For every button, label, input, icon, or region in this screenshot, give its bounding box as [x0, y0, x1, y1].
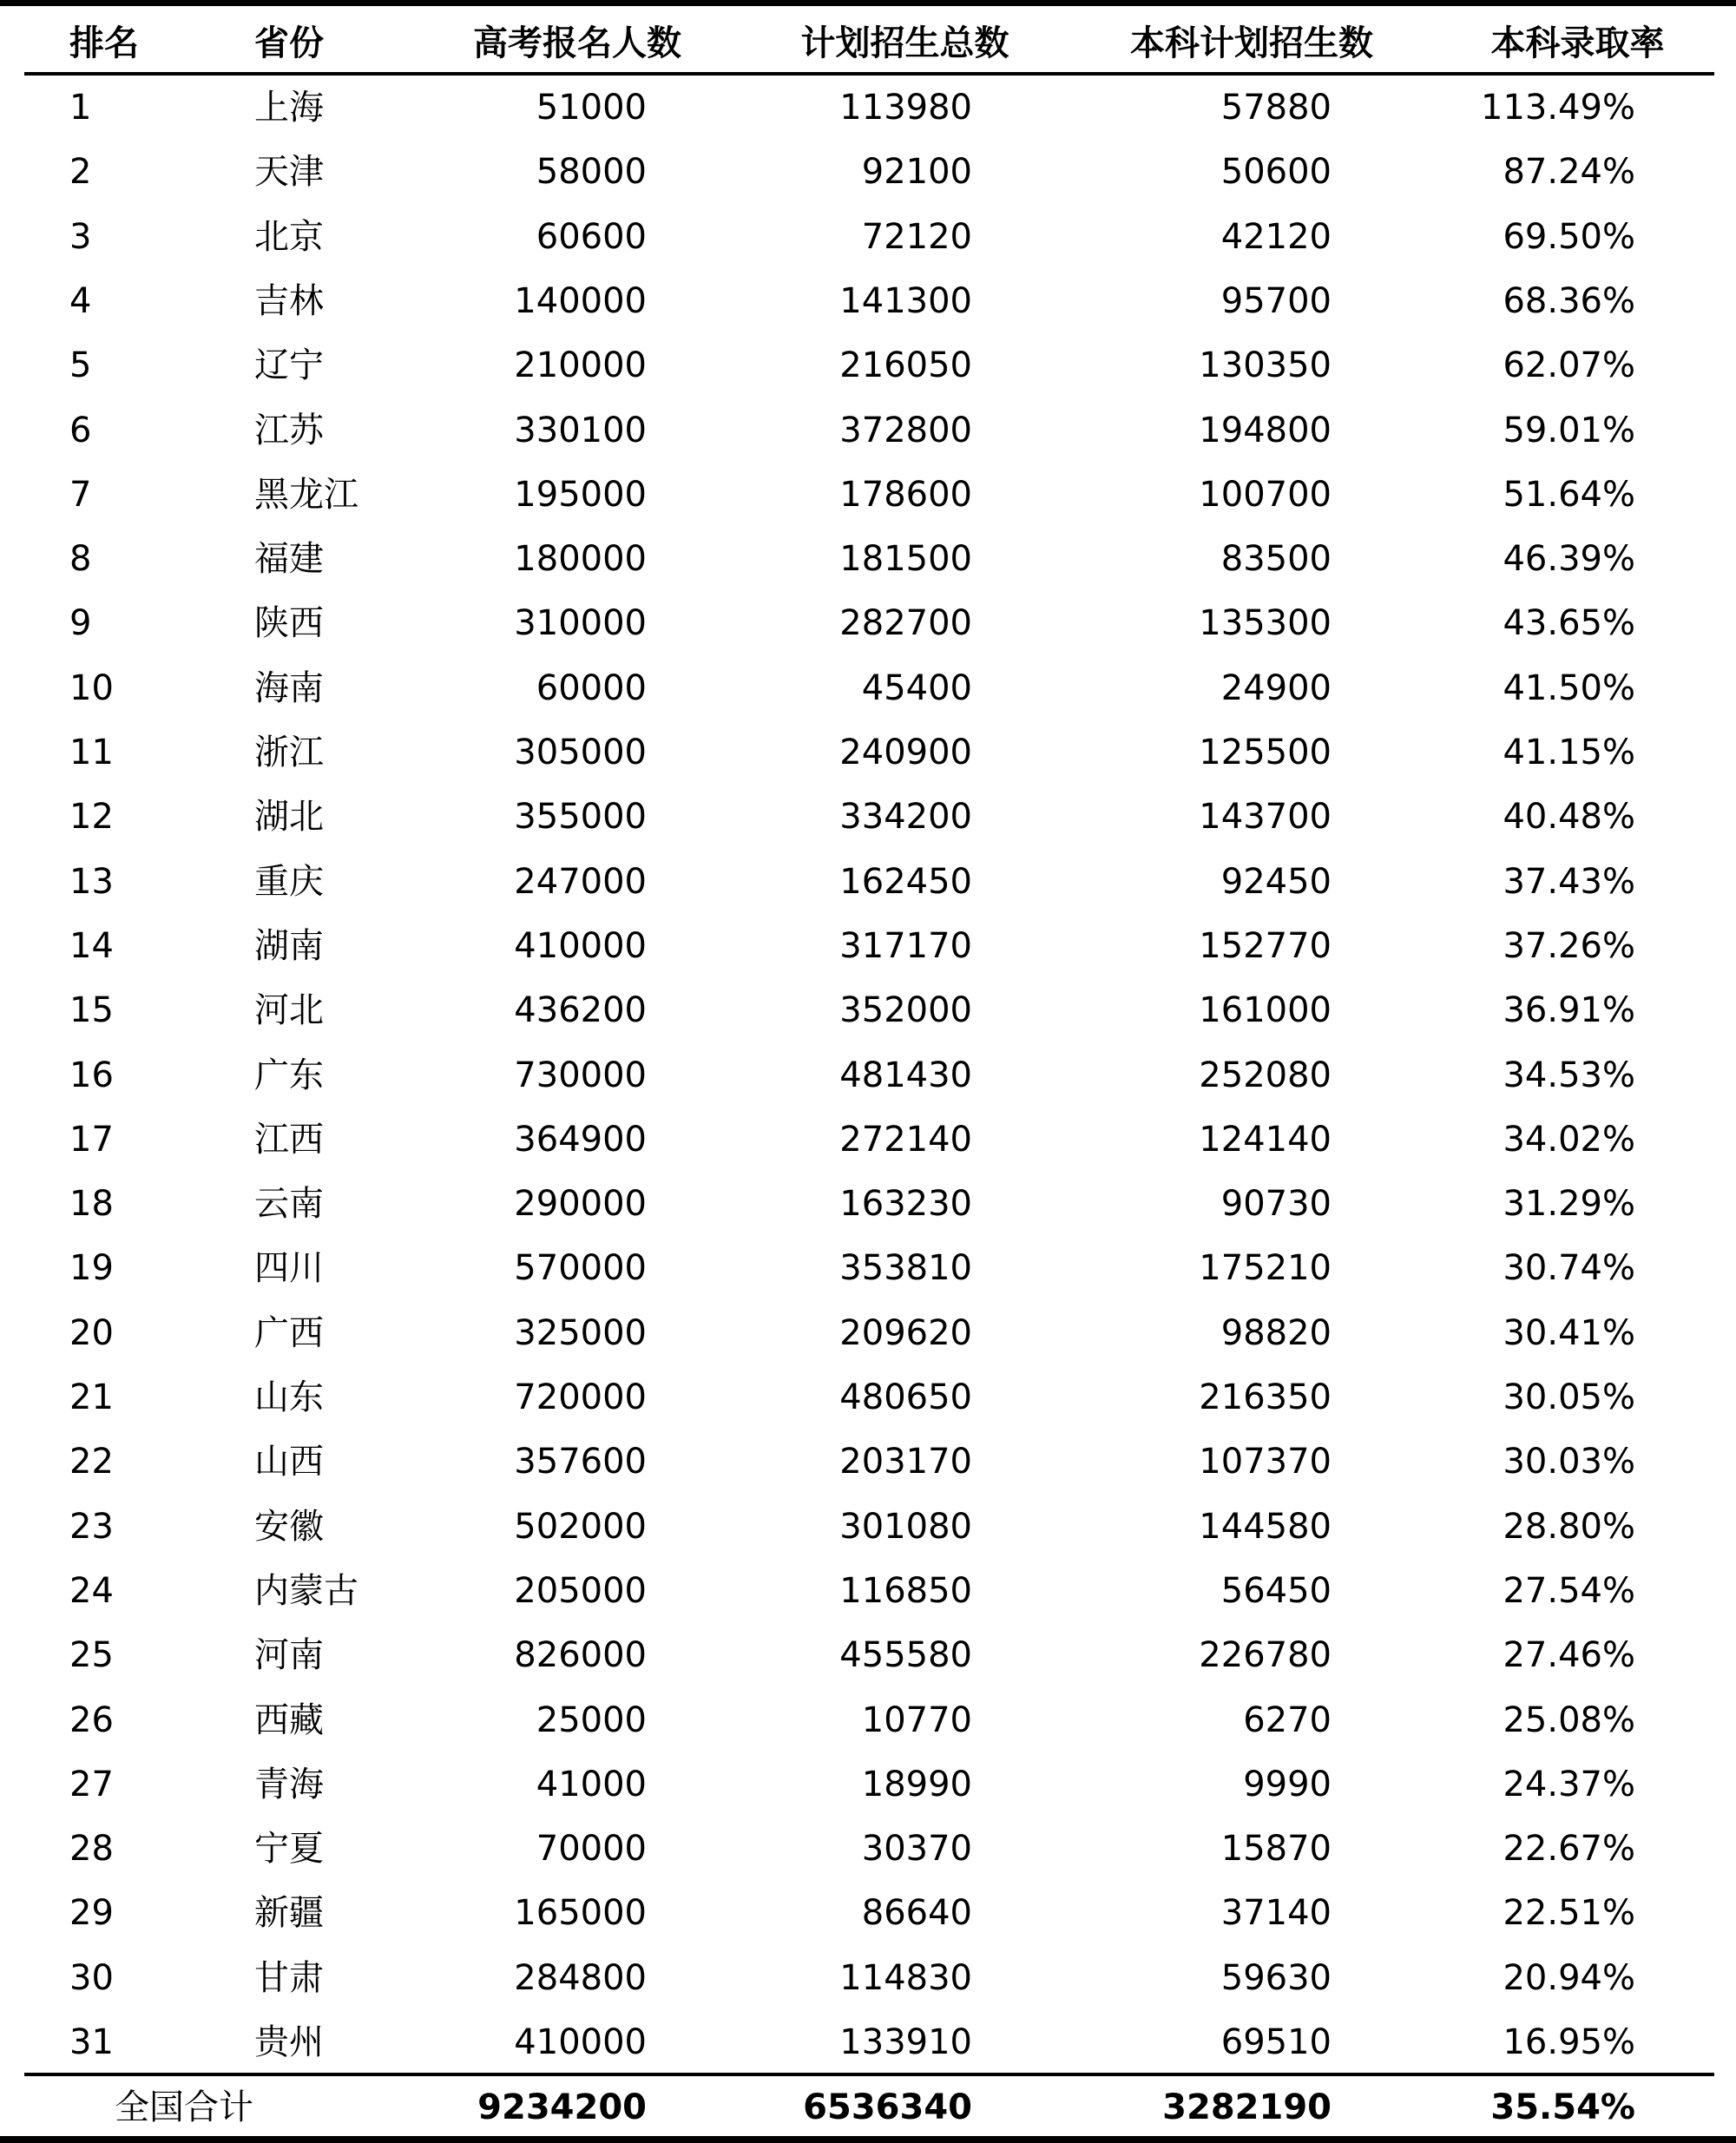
- registered-cell: 720000: [514, 1377, 647, 1417]
- undergrad-rate-cell: 59.01%: [1503, 410, 1635, 450]
- planned-total-cell: 372800: [839, 410, 972, 450]
- rank-cell: 12: [69, 797, 114, 838]
- table-row: [0, 1559, 1736, 1623]
- total-planned-total: 6536340: [803, 2087, 972, 2127]
- planned-undergrad-cell: 15870: [1220, 1829, 1332, 1870]
- registered-cell: 41000: [536, 1764, 647, 1804]
- planned-undergrad-cell: 6270: [1243, 1699, 1332, 1740]
- rank-cell: 26: [69, 1699, 114, 1740]
- planned-undergrad-cell: 144580: [1199, 1506, 1332, 1547]
- header-planned-undergrad: 本科计划招生数: [1130, 23, 1373, 63]
- header-province: 省份: [254, 23, 324, 63]
- planned-total-cell: 178600: [839, 474, 972, 515]
- planned-undergrad-cell: 143700: [1199, 797, 1332, 838]
- undergrad-rate-cell: 37.26%: [1503, 925, 1635, 966]
- registered-cell: 140000: [514, 280, 647, 321]
- rank-cell: 10: [69, 667, 114, 708]
- registered-cell: 51000: [536, 88, 647, 128]
- rank-cell: 24: [69, 1570, 114, 1611]
- undergrad-rate-cell: 30.03%: [1503, 1442, 1635, 1482]
- province-cell: 内蒙古: [254, 1570, 358, 1611]
- undergrad-rate-cell: 27.54%: [1503, 1570, 1635, 1611]
- rank-cell: 5: [69, 345, 92, 386]
- rank-cell: 27: [69, 1764, 114, 1804]
- registered-cell: 205000: [514, 1570, 647, 1611]
- undergrad-rate-cell: 16.95%: [1503, 2022, 1635, 2062]
- table-row: [0, 140, 1736, 204]
- undergrad-rate-cell: 40.48%: [1503, 797, 1635, 838]
- registered-cell: 195000: [514, 474, 647, 515]
- table-row: [0, 1688, 1736, 1752]
- rank-cell: 20: [69, 1312, 114, 1353]
- registered-cell: 210000: [514, 345, 647, 386]
- undergrad-rate-cell: 43.65%: [1503, 603, 1635, 644]
- table-row: [0, 76, 1736, 140]
- undergrad-rate-cell: 34.02%: [1503, 1119, 1635, 1160]
- province-cell: 贵州: [254, 2022, 324, 2062]
- table-header: [0, 11, 1736, 76]
- registered-cell: 60600: [536, 216, 647, 257]
- province-cell: 安徽: [254, 1506, 324, 1547]
- rank-cell: 6: [69, 410, 92, 450]
- planned-total-cell: 92100: [861, 152, 972, 193]
- undergrad-rate-cell: 22.67%: [1503, 1829, 1635, 1870]
- planned-total-cell: 480650: [839, 1377, 972, 1417]
- undergrad-rate-cell: 37.43%: [1503, 861, 1635, 902]
- undergrad-rate-cell: 30.05%: [1503, 1377, 1635, 1417]
- province-cell: 黑龙江: [254, 474, 358, 515]
- undergrad-rate-cell: 113.49%: [1481, 88, 1635, 128]
- total-label: 全国合计: [115, 2087, 253, 2127]
- registered-cell: 60000: [536, 667, 647, 708]
- province-cell: 浙江: [254, 733, 324, 772]
- province-cell: 江西: [254, 1119, 324, 1160]
- planned-total-cell: 116850: [839, 1570, 972, 1611]
- planned-total-cell: 216050: [839, 345, 972, 386]
- header-planned-total: 计划招生总数: [800, 23, 1009, 63]
- rank-cell: 7: [69, 474, 92, 515]
- planned-undergrad-cell: 42120: [1220, 216, 1332, 257]
- undergrad-rate-cell: 87.24%: [1503, 152, 1635, 193]
- table-row: [0, 720, 1736, 785]
- province-cell: 广西: [254, 1312, 324, 1353]
- rank-cell: 3: [69, 216, 92, 257]
- table-row: [0, 1946, 1736, 2010]
- table-row: [0, 2010, 1736, 2074]
- planned-total-cell: 317170: [839, 925, 972, 966]
- registered-cell: 180000: [514, 539, 647, 580]
- province-cell: 海南: [254, 667, 324, 708]
- planned-undergrad-cell: 50600: [1220, 152, 1332, 193]
- table-row: [0, 785, 1736, 849]
- province-cell: 辽宁: [254, 345, 324, 386]
- undergrad-rate-cell: 20.94%: [1503, 1957, 1635, 1998]
- planned-total-cell: 272140: [839, 1119, 972, 1160]
- province-cell: 云南: [254, 1184, 324, 1225]
- planned-total-cell: 240900: [839, 733, 972, 772]
- planned-total-cell: 18990: [861, 1764, 972, 1804]
- province-cell: 青海: [254, 1764, 324, 1804]
- total-undergrad-rate: 35.54%: [1490, 2087, 1635, 2127]
- registered-cell: 357600: [514, 1442, 647, 1482]
- planned-undergrad-cell: 9990: [1243, 1764, 1332, 1804]
- planned-total-cell: 30370: [861, 1829, 972, 1870]
- planned-total-cell: 334200: [839, 797, 972, 838]
- province-cell: 山西: [254, 1442, 324, 1482]
- province-cell: 山东: [254, 1377, 324, 1417]
- undergrad-rate-cell: 22.51%: [1503, 1893, 1635, 1934]
- rank-cell: 9: [69, 603, 92, 644]
- planned-total-cell: 203170: [839, 1442, 972, 1482]
- planned-undergrad-cell: 107370: [1199, 1442, 1332, 1482]
- rank-cell: 28: [69, 1829, 114, 1870]
- planned-undergrad-cell: 135300: [1199, 603, 1332, 644]
- planned-undergrad-cell: 92450: [1220, 861, 1332, 902]
- planned-total-cell: 209620: [839, 1312, 972, 1353]
- planned-total-cell: 353810: [839, 1248, 972, 1289]
- rank-cell: 13: [69, 861, 114, 902]
- table-row: [0, 1752, 1736, 1817]
- undergrad-rate-cell: 69.50%: [1503, 216, 1635, 257]
- province-cell: 上海: [254, 88, 324, 128]
- province-cell: 北京: [254, 216, 324, 257]
- table-row: [0, 1365, 1736, 1430]
- province-cell: 江苏: [254, 410, 324, 450]
- planned-total-cell: 163230: [839, 1184, 972, 1225]
- province-cell: 西藏: [254, 1699, 324, 1740]
- undergrad-rate-cell: 46.39%: [1503, 539, 1635, 580]
- rank-cell: 31: [69, 2022, 114, 2062]
- province-cell: 福建: [254, 539, 324, 580]
- registered-cell: 730000: [514, 1055, 647, 1095]
- rank-cell: 4: [69, 280, 92, 321]
- registered-cell: 410000: [514, 925, 647, 966]
- table-row: [0, 463, 1736, 527]
- rank-cell: 18: [69, 1184, 114, 1225]
- planned-undergrad-cell: 37140: [1220, 1893, 1332, 1934]
- province-cell: 湖南: [254, 925, 324, 966]
- registered-cell: 165000: [514, 1893, 647, 1934]
- planned-total-cell: 352000: [839, 990, 972, 1031]
- undergrad-rate-cell: 28.80%: [1503, 1506, 1635, 1547]
- planned-undergrad-cell: 57880: [1220, 88, 1332, 128]
- header-registered: 高考报名人数: [473, 23, 681, 63]
- province-cell: 新疆: [254, 1893, 324, 1934]
- registered-cell: 570000: [514, 1248, 647, 1289]
- undergrad-rate-cell: 36.91%: [1503, 990, 1635, 1031]
- planned-undergrad-cell: 124140: [1199, 1119, 1332, 1160]
- undergrad-rate-cell: 51.64%: [1503, 474, 1635, 515]
- registered-cell: 436200: [514, 990, 647, 1031]
- province-cell: 湖北: [254, 797, 324, 838]
- province-cell: 陕西: [254, 603, 324, 644]
- registered-cell: 364900: [514, 1119, 647, 1160]
- planned-undergrad-cell: 161000: [1199, 990, 1332, 1031]
- planned-undergrad-cell: 83500: [1220, 539, 1332, 580]
- registered-cell: 58000: [536, 152, 647, 193]
- planned-undergrad-cell: 175210: [1199, 1248, 1332, 1289]
- table-row: [0, 1623, 1736, 1687]
- total-registered: 9234200: [477, 2087, 647, 2127]
- table-row: [0, 1301, 1736, 1365]
- undergrad-rate-cell: 41.15%: [1503, 733, 1635, 772]
- planned-total-cell: 45400: [861, 667, 972, 708]
- registered-cell: 826000: [514, 1635, 647, 1676]
- total-planned-undergrad: 3282190: [1162, 2087, 1332, 2127]
- province-cell: 吉林: [254, 280, 324, 321]
- planned-undergrad-cell: 152770: [1199, 925, 1332, 966]
- registered-cell: 330100: [514, 410, 647, 450]
- planned-undergrad-cell: 56450: [1220, 1570, 1332, 1611]
- province-cell: 广东: [254, 1055, 324, 1095]
- rank-cell: 25: [69, 1635, 114, 1676]
- undergrad-rate-cell: 62.07%: [1503, 345, 1635, 386]
- rank-cell: 11: [69, 733, 114, 772]
- registered-cell: 284800: [514, 1957, 647, 1998]
- table-row: [0, 205, 1736, 269]
- province-cell: 宁夏: [254, 1829, 324, 1870]
- table-row: [0, 269, 1736, 333]
- undergrad-rate-cell: 68.36%: [1503, 280, 1635, 321]
- province-cell: 重庆: [254, 861, 324, 902]
- table-row: [0, 656, 1736, 720]
- planned-total-cell: 455580: [839, 1635, 972, 1676]
- registered-cell: 355000: [514, 797, 647, 838]
- province-cell: 天津: [254, 152, 324, 193]
- undergrad-rate-cell: 41.50%: [1503, 667, 1635, 708]
- planned-total-cell: 133910: [839, 2022, 972, 2062]
- rank-cell: 14: [69, 925, 114, 966]
- undergrad-rate-cell: 34.53%: [1503, 1055, 1635, 1095]
- planned-total-cell: 301080: [839, 1506, 972, 1547]
- table-row: [0, 850, 1736, 914]
- table-row: [0, 914, 1736, 978]
- table-row: [0, 978, 1736, 1042]
- table-row: [0, 1430, 1736, 1494]
- table-row: [0, 591, 1736, 655]
- table-row: [0, 1817, 1736, 1881]
- planned-undergrad-cell: 100700: [1199, 474, 1332, 515]
- rank-cell: 16: [69, 1055, 114, 1095]
- province-cell: 河南: [254, 1635, 324, 1676]
- planned-undergrad-cell: 252080: [1199, 1055, 1332, 1095]
- rank-cell: 17: [69, 1119, 114, 1160]
- bottom-border: [0, 2136, 1736, 2143]
- rank-cell: 30: [69, 1957, 114, 1998]
- rank-cell: 23: [69, 1506, 114, 1547]
- province-cell: 河北: [254, 990, 324, 1031]
- table-row: [0, 1043, 1736, 1108]
- planned-total-cell: 162450: [839, 861, 972, 902]
- table-row: [0, 333, 1736, 398]
- rank-cell: 19: [69, 1248, 114, 1289]
- province-cell: 甘肃: [254, 1957, 324, 1998]
- planned-total-cell: 481430: [839, 1055, 972, 1095]
- table-row: [0, 1172, 1736, 1236]
- registered-cell: 305000: [514, 733, 647, 772]
- table-row: [0, 1236, 1736, 1300]
- planned-undergrad-cell: 125500: [1199, 733, 1332, 772]
- rank-cell: 8: [69, 539, 92, 580]
- planned-undergrad-cell: 98820: [1220, 1312, 1332, 1353]
- table-row: [0, 398, 1736, 463]
- undergrad-rate-cell: 24.37%: [1503, 1764, 1635, 1804]
- undergrad-rate-cell: 30.41%: [1503, 1312, 1635, 1353]
- rank-cell: 29: [69, 1893, 114, 1934]
- undergrad-rate-cell: 27.46%: [1503, 1635, 1635, 1676]
- rank-cell: 1: [69, 88, 92, 128]
- rank-cell: 22: [69, 1442, 114, 1482]
- header-undergrad-rate: 本科录取率: [1490, 23, 1665, 63]
- registered-cell: 410000: [514, 2022, 647, 2062]
- top-border: [0, 0, 1736, 6]
- undergrad-rate-cell: 25.08%: [1503, 1699, 1635, 1740]
- rank-cell: 21: [69, 1377, 114, 1417]
- header-rank: 排名: [69, 23, 139, 63]
- registered-cell: 25000: [536, 1699, 647, 1740]
- rank-cell: 2: [69, 152, 92, 193]
- planned-undergrad-cell: 226780: [1199, 1635, 1332, 1676]
- planned-undergrad-cell: 90730: [1220, 1184, 1332, 1225]
- planned-total-cell: 181500: [839, 539, 972, 580]
- undergrad-rate-cell: 31.29%: [1503, 1184, 1635, 1225]
- registered-cell: 325000: [514, 1312, 647, 1353]
- planned-undergrad-cell: 69510: [1220, 2022, 1332, 2062]
- planned-undergrad-cell: 95700: [1220, 280, 1332, 321]
- registered-cell: 247000: [514, 861, 647, 902]
- undergrad-rate-cell: 30.74%: [1503, 1248, 1635, 1289]
- rank-cell: 15: [69, 990, 114, 1031]
- planned-total-cell: 114830: [839, 1957, 972, 1998]
- registered-cell: 310000: [514, 603, 647, 644]
- planned-total-cell: 282700: [839, 603, 972, 644]
- registered-cell: 70000: [536, 1829, 647, 1870]
- planned-undergrad-cell: 130350: [1199, 345, 1332, 386]
- table-row: [0, 1108, 1736, 1172]
- table-row: [0, 527, 1736, 591]
- planned-total-cell: 10770: [861, 1699, 972, 1740]
- table-row: [0, 1495, 1736, 1559]
- province-cell: 四川: [254, 1248, 324, 1289]
- total-row: [0, 2075, 1736, 2140]
- planned-total-cell: 72120: [861, 216, 972, 257]
- registered-cell: 290000: [514, 1184, 647, 1225]
- planned-undergrad-cell: 59630: [1220, 1957, 1332, 1998]
- planned-undergrad-cell: 24900: [1220, 667, 1332, 708]
- planned-total-cell: 141300: [839, 280, 972, 321]
- planned-undergrad-cell: 216350: [1199, 1377, 1332, 1417]
- planned-undergrad-cell: 194800: [1199, 410, 1332, 450]
- registered-cell: 502000: [514, 1506, 647, 1547]
- planned-total-cell: 113980: [839, 88, 972, 128]
- planned-total-cell: 86640: [861, 1893, 972, 1934]
- table-row: [0, 1881, 1736, 1945]
